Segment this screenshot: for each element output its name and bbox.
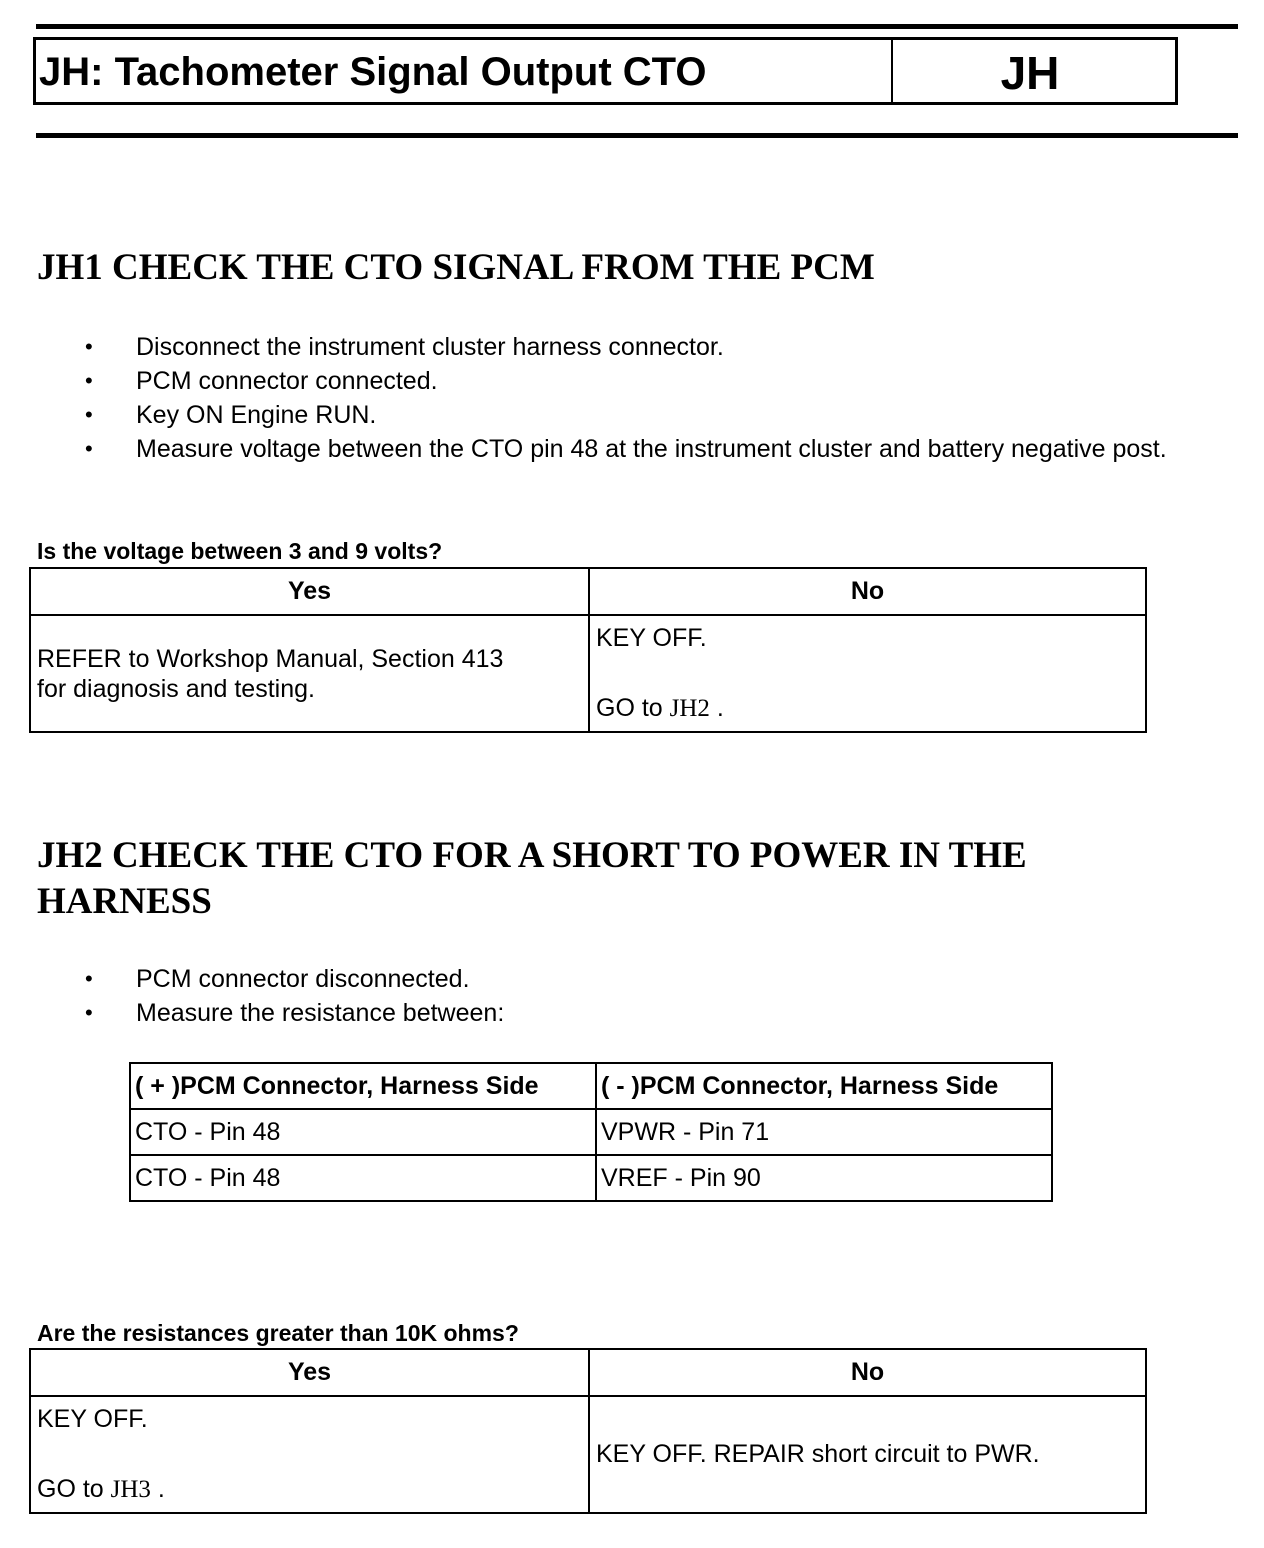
table-row: CTO - Pin 48 VREF - Pin 90	[130, 1155, 1052, 1201]
list-item: • Key ON Engine RUN.	[85, 398, 1225, 432]
section-code: JH	[1000, 47, 1060, 99]
step2-bullet-list	[85, 962, 1225, 1030]
no-cell: KEY OFF. GO to JH2 .	[589, 615, 1146, 732]
bullet-icon: •	[85, 1000, 93, 1025]
step1-question: Is the voltage between 3 and 9 volts?	[37, 538, 443, 564]
step2-decision-table	[29, 1348, 1147, 1514]
bullet-icon: •	[85, 334, 93, 359]
step2-heading: JH2 CHECK THE CTO FOR A SHORT TO POWER IN THE HARNESS	[37, 835, 1027, 922]
yes-cell: REFER to Workshop Manual, Section 413 for diagnosis and testing.	[30, 615, 589, 732]
list-item: • Measure the resistance between:	[85, 996, 1225, 1030]
title-bottom-rule	[36, 133, 1238, 138]
no-header: No	[589, 568, 1146, 615]
step1-heading: JH1 CHECK THE CTO SIGNAL FROM THE PCM	[37, 247, 875, 288]
step1-decision-table	[29, 567, 1147, 733]
list-item: • Measure voltage between the CTO pin 48 at the instrument cluster and battery negative post.	[85, 432, 1225, 466]
page-title: JH: Tachometer Signal Output CTO	[36, 40, 893, 102]
yes-cell: KEY OFF. GO to JH3 .	[30, 1396, 589, 1513]
goto-link[interactable]: GO to JH3 .	[37, 1475, 165, 1503]
list-item: • PCM connector disconnected.	[85, 962, 1225, 996]
table-row: CTO - Pin 48 VPWR - Pin 71	[130, 1109, 1052, 1155]
no-cell: KEY OFF. REPAIR short circuit to PWR.	[589, 1396, 1146, 1513]
table-header: ( + )PCM Connector, Harness Side	[130, 1063, 596, 1109]
list-item: • PCM connector connected.	[85, 364, 1225, 398]
no-header: No	[589, 1349, 1146, 1396]
step1-bullet-list	[85, 330, 1225, 466]
measurement-table	[129, 1062, 1053, 1202]
list-item: • Disconnect the instrument cluster harness connector.	[85, 330, 1225, 364]
bullet-icon: •	[85, 402, 93, 427]
goto-link[interactable]: GO to JH2 .	[596, 694, 724, 722]
bullet-icon: •	[85, 368, 93, 393]
step2-question: Are the resistances greater than 10K ohms?	[37, 1320, 519, 1346]
yes-header: Yes	[30, 1349, 589, 1396]
yes-header: Yes	[30, 568, 589, 615]
title-box	[33, 37, 1178, 105]
bullet-icon: •	[85, 436, 93, 461]
bullet-icon: •	[85, 966, 93, 991]
table-header: ( - )PCM Connector, Harness Side	[596, 1063, 1052, 1109]
top-rule	[36, 24, 1238, 29]
